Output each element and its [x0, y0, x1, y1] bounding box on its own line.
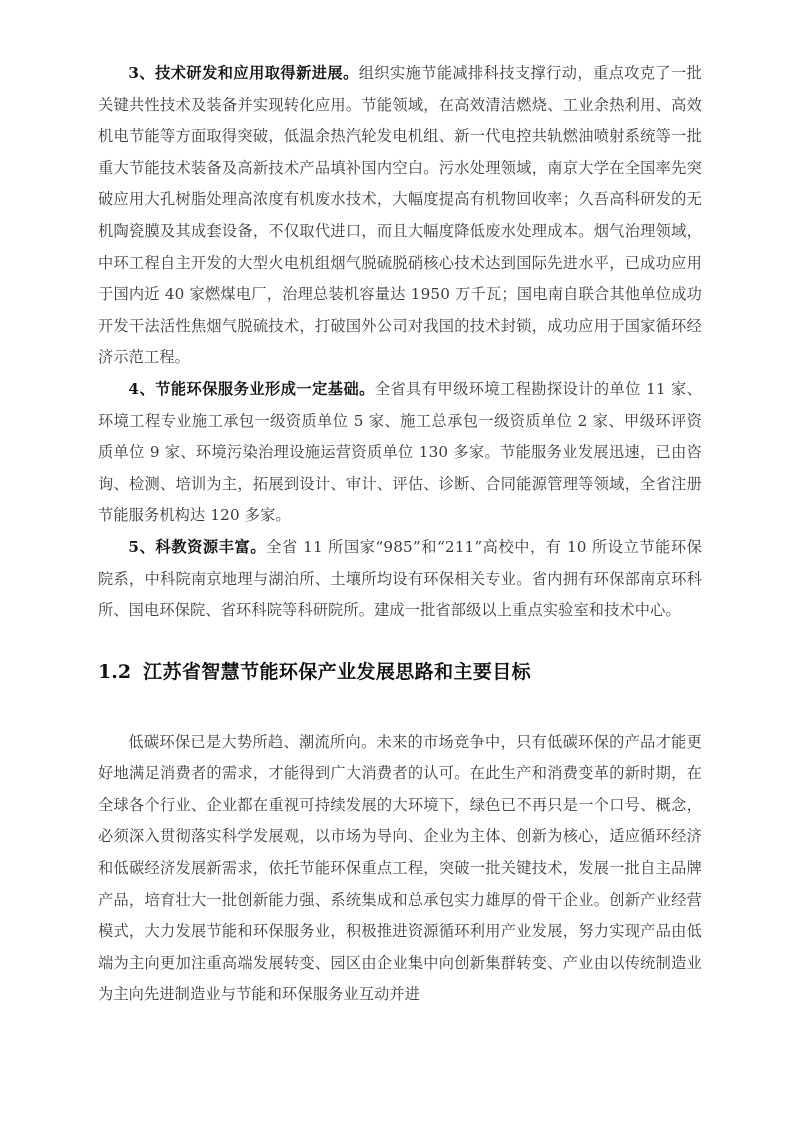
paragraph-lead-3: 3、技术研发和应用取得新进展。 — [128, 64, 359, 82]
paragraph-section-intro — [98, 727, 702, 1011]
page-content-column — [98, 58, 702, 1011]
paragraph-lead-5: 5、科教资源丰富。 — [128, 537, 267, 556]
section-heading-title: 江苏省智慧节能环保产业发展思路和主要目标 — [143, 660, 532, 683]
section-heading-number: 1.2 — [98, 660, 132, 683]
paragraph-lead-4: 4、节能环保服务业形成一定基础。 — [128, 379, 375, 398]
paragraph-item-5 — [98, 532, 702, 627]
section-heading-1-2 — [98, 657, 702, 687]
heading-bottom-spacer — [98, 687, 702, 727]
paragraph-item-3 — [98, 58, 702, 374]
paragraph-text-5: 全省 11 所国家“985”和“211”高校中，有 10 所设立节能环保院系，中科院南京地理与湖泊所、土壤所均设有环保相关专业。省内拥有环保部南京环科所、国电环保院、省环科院等科研院所。建成一批省部级以上重点实验室和技术中心。 — [98, 537, 702, 620]
paragraph-text-4: 全省具有甲级环境工程勘探设计的单位 11 家、环境工程专业施工承包一级资质单位 5 家、施工总承包一级资质单位 2 家、甲级环评资质单位 9 家、环境污染治理设施运营资质单位 130 多家。节能服务业发展迅速，已由咨询、检测、培训为主，拓展到设计、审计、评估、诊断、合同能源管理等领域，全省注册节能服务机构达 120 多家。 — [98, 379, 702, 525]
paragraph-item-4 — [98, 374, 702, 532]
paragraph-text-intro: 低碳环保已是大势所趋、潮流所向。未来的市场竞争中，只有低碳环保的产品才能更好地满足消费者的需求，才能得到广大消费者的认可。在此生产和消费变革的新时期，在全球各个行业、企业都在重视可持续发展的大环境下，绿色已不再只是一个口号、概念，必须深入贯彻落实科学发展观，以市场为导向、企业为主体、创新为核心，适应循环经济和低碳经济发展新需求，依托节能环保重点工程，突破一批关键技术，发展一批自主品牌产品，培育壮大一批创新能力强、系统集成和总承包实力雄厚的骨干企业。创新产业经营模式，大力发展节能和环保服务业，积极推进资源循环利用产业发展，努力实现产品由低端为主向更加注重高端发展转变、园区由企业集中向创新集群转变、产业由以传统制造业为主向先进制造业与节能和环保服务业互动并进 — [98, 732, 702, 1004]
paragraph-text-3: 组织实施节能减排科技支撑行动，重点攻克了一批关键共性技术及装备并实现转化应用。节能领域，在高效清洁燃烧、工业余热利用、高效机电节能等方面取得突破，低温余热汽轮发电机组、新一代电控共轨燃油喷射系统等一批重大节能技术装备及高新技术产品填补国内空白。污水处理领域，南京大学在全国率先突破应用大孔树脂处理高浓度有机废水技术，大幅度提高有机物回收率；久吾高科研发的无机陶瓷膜及其成套设备，不仅取代进口，而且大幅度降低废水处理成本。烟气治理领域，中环工程自主开发的大型火电机组烟气脱硫脱硝核心技术达到国际先进水平，已成功应用于国内近 40 家燃煤电厂，治理总装机容量达 1950 万千瓦；国电南自联合其他单位成功开发干法活性焦烟气脱硫技术，打破国外公司对我国的技术封锁，成功应用于国家循环经济示范工程。 — [98, 64, 702, 367]
heading-top-spacer — [98, 627, 702, 657]
